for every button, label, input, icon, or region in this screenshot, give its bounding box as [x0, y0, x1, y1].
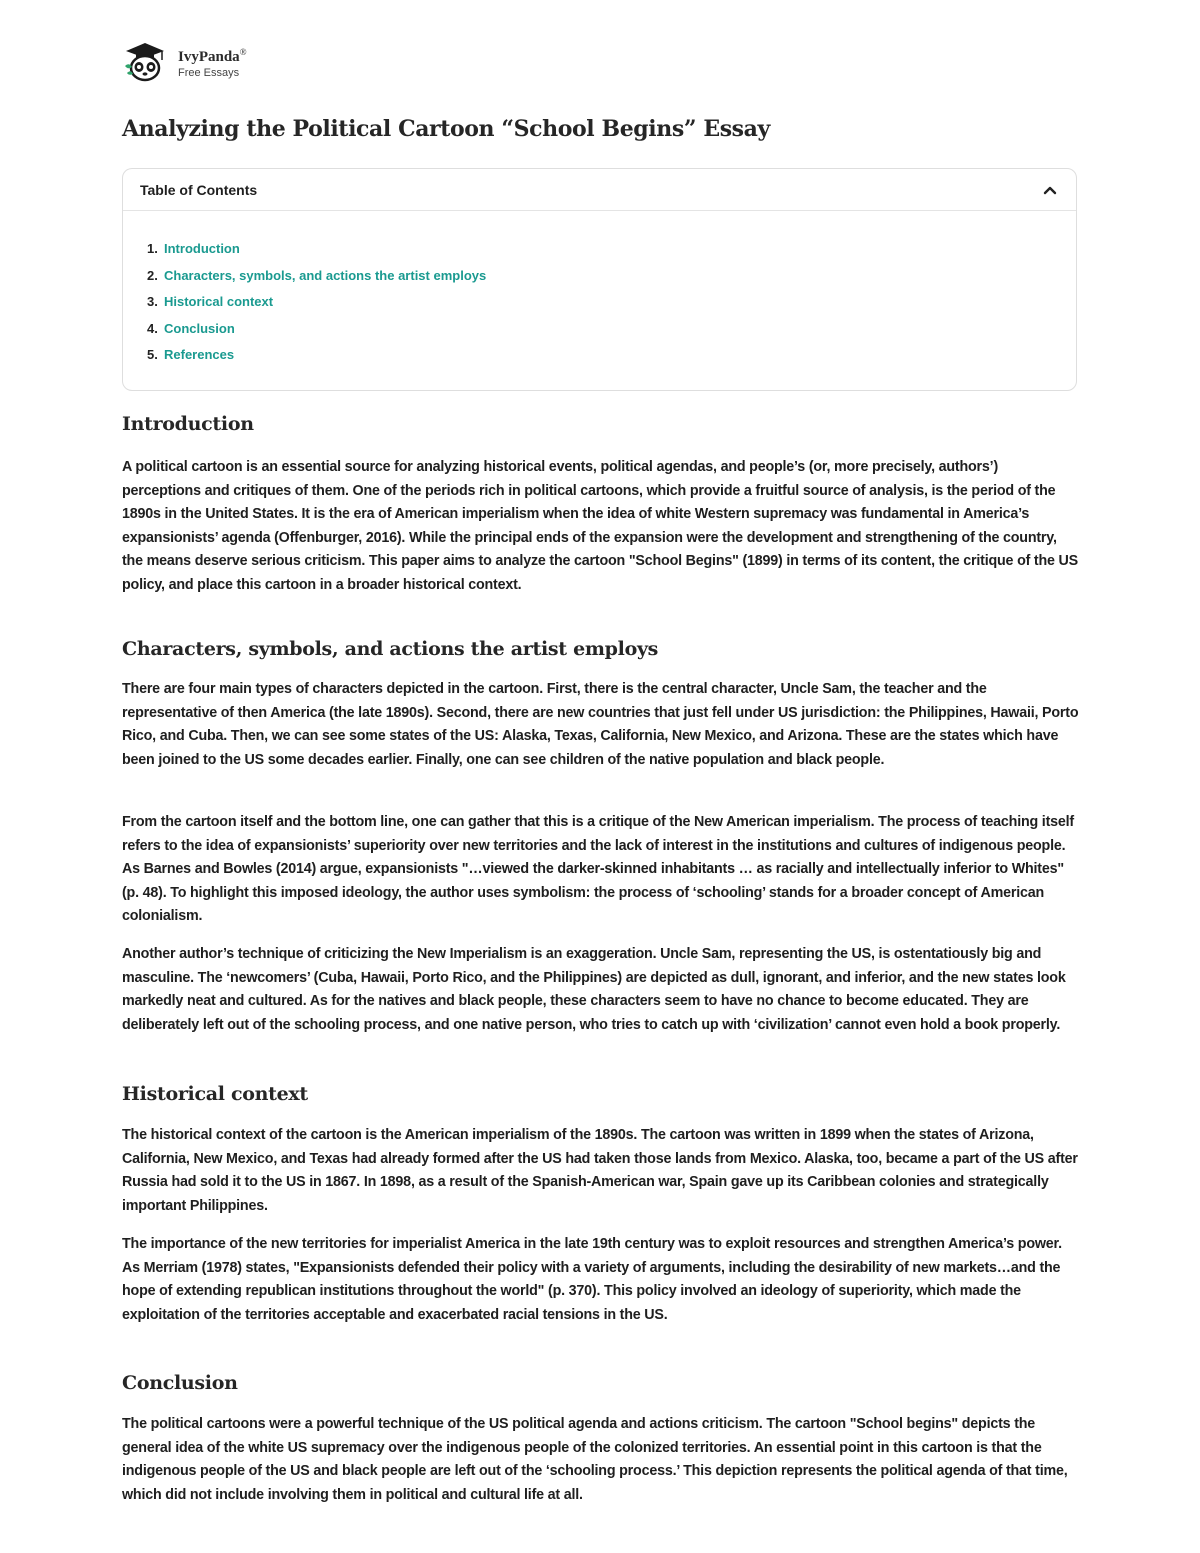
paragraph-characters-1: There are four main types of characters depicted in the cartoon. First, there is the central character, Uncle Sam, the teacher and the representative of then America (the late 1890s). Second, there are new countries that just fell under US jurisdiction: the Philippines, Hawaii, Porto Rico, and Cuba. Then, we can see some states of the US: Alaska, Texas, California, New Mexico, and Arizona. These are the states which have been joined to the US some decades earlier. Finally, one can see children of the native population and black people. [122, 681, 1079, 768]
registered-mark: ® [239, 47, 247, 57]
paragraph-historical-2: The importance of the new territories for imperialist America in the late 19th century was to exploit resources and strengthen America’s power. As Merriam (1978) states, "Expansionists defended their policy with a variety of arguments, including the desirability of new markets…and the hope of extending republican institutions throughout the world" (p. 370). This policy involved an ideology of superiority, which made the exploitation of the territories acceptable and exacerbated racial tensions in the US. [122, 1236, 1062, 1323]
heading-conclusion: Conclusion [122, 1372, 238, 1394]
toc-item [147, 316, 1076, 343]
toc-item [147, 263, 1076, 290]
heading-introduction: Introduction [122, 413, 254, 435]
toc-title: Table of Contents [140, 181, 258, 198]
paragraph-introduction-1: A political cartoon is an essential source for analyzing historical events, political agendas, and people’s (or, more precisely, authors’) perceptions and critiques of them. One of the periods rich in political cartoons, which provide a fruitful source of analysis, is the period of the 1890s in the United States. It is the era of American imperialism when the idea of white Western supremacy was fundamental in America’s expansionists’ agenda (Offenburger, 2016). While the principal ends of the expansion were the development and strengthening of the country, the means deserve serious criticism. This paper aims to analyze the cartoon "School Begins" (1899) in terms of its content, the critique of the US policy, and place this cartoon in a broader historical context. [122, 459, 1079, 593]
brand-subtitle: Free Essays [178, 67, 240, 79]
toc-link-characters[interactable]: Characters, symbols, and actions the artist employs [164, 267, 487, 283]
toc-header[interactable] [123, 169, 1076, 211]
toc-link-introduction[interactable]: Introduction [164, 241, 240, 256]
ivypanda-logo-icon[interactable] [122, 40, 168, 84]
page-title: Analyzing the Political Cartoon “School Begins” Essay [122, 116, 770, 142]
chevron-up-icon[interactable] [1040, 180, 1060, 200]
brand-name: IvyPanda® [178, 47, 247, 65]
toc-item-number: 2. [147, 267, 158, 283]
toc-link-conclusion[interactable]: Conclusion [164, 320, 235, 336]
toc-item [147, 289, 1076, 316]
toc-item [147, 236, 1076, 263]
table-of-contents [122, 168, 1077, 391]
toc-item-number: 1. [147, 241, 158, 256]
toc-link-references[interactable]: References [164, 347, 235, 362]
paragraph-characters-2: From the cartoon itself and the bottom line, one can gather that this is a critique of the New American imperialism. The process of teaching itself refers to the idea of expansionists’ superiority over new territories and the lack of interest in the institutions and cultures of indigenous people. As Barnes and Bowles (2014) argue, expansionists "…viewed the darker-skinned inhabitants … as racially and intellectually inferior to Whites" (p. 48). To highlight this imposed ideology, the author uses symbolism: the process of ‘schooling’ stands for a broader concept of American colonialism. [122, 814, 1074, 924]
heading-historical-context: Historical context [122, 1083, 308, 1105]
toc-list [123, 211, 1076, 369]
paragraph-historical-1: The historical context of the cartoon is the American imperialism of the 1890s. The cartoon was written in 1899 when the states of Arizona, California, New Mexico, and Texas had already formed after the US had taken those lands from Mexico. Alaska, too, became a part of the US after Russia had sold it to the US in 1867. In 1898, as a result of the Spanish-American war, Spain gave up its Caribbean colonies and strategically important Philippines. [122, 1127, 1078, 1214]
toc-item-number: 4. [147, 320, 158, 336]
paragraph-conclusion-1: The political cartoons were a powerful technique of the US political agenda and actions criticism. The cartoon "School begins" depicts the general idea of the white US supremacy over the indigenous people of the colonized territories. An essential point in this cartoon is that the indigenous people of the US and black people are left out of the ‘schooling process.’ This depiction represents the political agenda of that time, which did not include involving them in political and cultural life at all. [122, 1416, 1068, 1503]
toc-item-number: 5. [147, 347, 158, 362]
toc-item-number: 3. [147, 294, 158, 309]
paragraph-characters-3: Another author’s technique of criticizing the New Imperialism is an exaggeration. Uncle Sam, representing the US, is ostentatiously big and masculine. The ‘newcomers’ (Cuba, Hawaii, Porto Rico, and the Philippines) are depicted as dull, ignorant, and inferior, and the new states look markedly neat and cultured. As for the natives and black people, these characters seem to have no chance to become educated. They are deliberately left out of the schooling process, and one native person, who tries to catch up with ‘civilization’ cannot even hold a book properly. [122, 946, 1066, 1033]
heading-characters: Characters, symbols, and actions the artist employs [122, 638, 659, 660]
toc-item [147, 342, 1076, 369]
toc-link-historical-context[interactable]: Historical context [164, 294, 274, 309]
brand-block[interactable] [178, 44, 247, 80]
site-header [122, 40, 247, 84]
